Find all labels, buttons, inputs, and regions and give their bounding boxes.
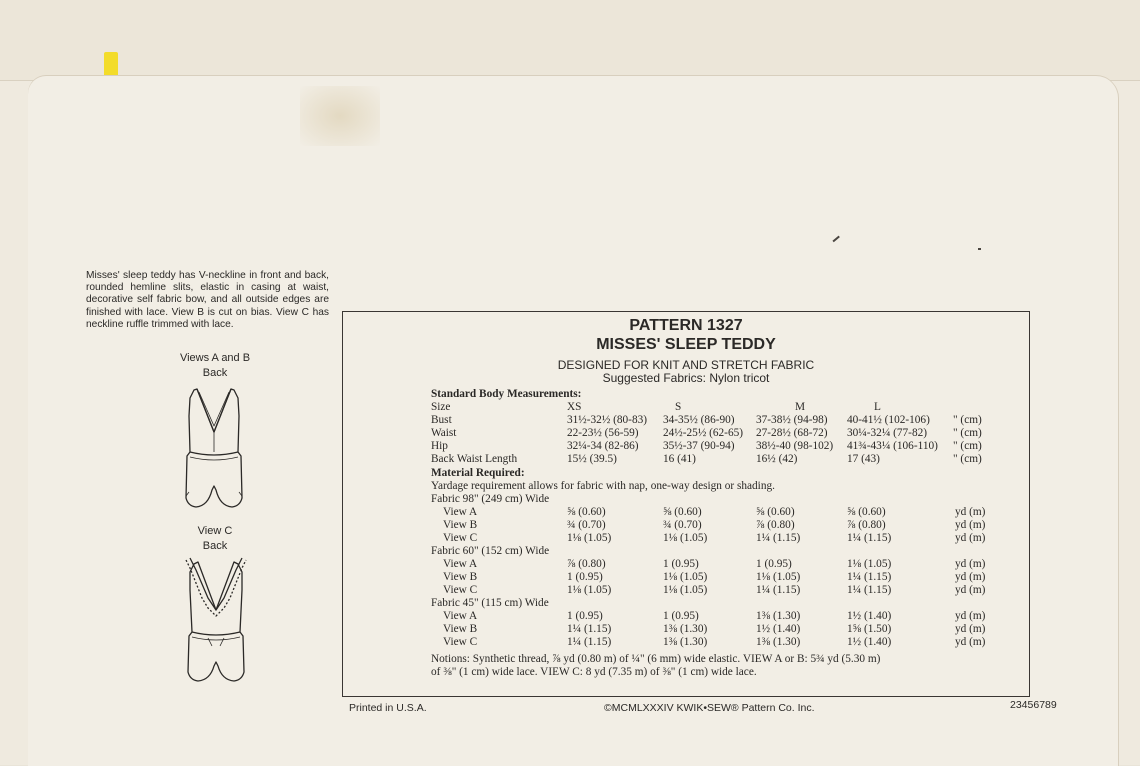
pattern-number: PATTERN 1327	[629, 317, 743, 334]
cell-s: 24½-25½ (62-65)	[663, 427, 744, 439]
designed-for: DESIGNED FOR KNIT AND STRETCH FABRIC	[557, 358, 815, 372]
view-label: View B	[443, 623, 478, 635]
cell-unit: yd (m)	[955, 571, 986, 583]
cell-unit: yd (m)	[955, 584, 986, 596]
view-label: View B	[443, 519, 478, 531]
suggested-fabrics: Suggested Fabrics: Nylon tricot	[602, 371, 770, 385]
teddy-sketch-ab	[170, 386, 260, 514]
cell-m: 27-28½ (68-72)	[756, 427, 828, 439]
printed-in: Printed in U.S.A.	[349, 702, 427, 714]
cell-xs: ¾ (0.70)	[567, 519, 606, 531]
view-label: View A	[443, 558, 478, 570]
cell-l: 30¼-32¼ (77-82)	[847, 427, 928, 439]
cell-unit: yd (m)	[955, 636, 986, 648]
cell-m: 1½ (1.40)	[756, 623, 801, 635]
view-label: View C	[443, 532, 478, 544]
pattern-name: MISSES' SLEEP TEDDY	[596, 336, 776, 353]
fabric-label: Fabric 98" (249 cm) Wide	[431, 493, 550, 505]
barcode-number: 23456789	[1010, 699, 1057, 711]
cell-unit: yd (m)	[955, 519, 986, 531]
cell-xs: ⅝ (0.60)	[567, 506, 606, 518]
material-note-text: Yardage requirement allows for fabric with nap, one-way design or shading.	[431, 480, 775, 492]
cell-l: 1½ (1.40)	[847, 610, 892, 622]
view-label: View C	[443, 636, 478, 648]
cell-m: 1⅛ (1.05)	[756, 571, 801, 583]
cell-xs: 1¼ (1.15)	[567, 636, 612, 648]
cell-xs: 1 (0.95)	[567, 610, 603, 622]
pattern-info-box	[342, 311, 1030, 697]
garment-description: Misses' sleep teddy has V-neckline in front and back, rounded hemline slits, elastic in casing at waist, decorative self fabric bow, and all outside edges are finished with lace. View B is cut on bias. View C has neckline ruffle trimmed with lace.	[86, 270, 329, 330]
cell-s: 16 (41)	[663, 453, 696, 465]
view-c-sub: Back	[202, 540, 228, 552]
cell-s: ¾ (0.70)	[663, 519, 702, 531]
cell-s: ⅝ (0.60)	[663, 506, 702, 518]
cell-xs: 1⅛ (1.05)	[567, 532, 612, 544]
cell-m: 1 (0.95)	[756, 558, 792, 570]
size-m: M	[795, 401, 806, 413]
cell-unit: yd (m)	[955, 532, 986, 544]
cell-l: 1½ (1.40)	[847, 636, 892, 648]
view-c-label: View C	[197, 525, 233, 537]
cell-l: 1⅝ (1.50)	[847, 623, 892, 635]
fabric-label: Fabric 45" (115 cm) Wide	[431, 597, 549, 609]
cell-m: 1¼ (1.15)	[756, 532, 801, 544]
row-label: Bust	[431, 414, 452, 426]
view-label: View C	[443, 584, 478, 596]
cell-xs: 1 (0.95)	[567, 571, 603, 583]
size-xs: XS	[567, 401, 582, 413]
cell-xs: 15½ (39.5)	[567, 453, 617, 465]
view-label: View B	[443, 571, 478, 583]
cell-unit: yd (m)	[955, 506, 986, 518]
cell-l: 1¼ (1.15)	[847, 532, 892, 544]
notions-text-2: of ⅜" (1 cm) wide lace. VIEW C: 8 yd (7.35 m) of ⅜" (1 cm) wide lace.	[431, 666, 757, 678]
view-c-label-group	[150, 524, 280, 554]
views-ab-label: Views A and B	[179, 352, 251, 364]
cell-xs: 1¼ (1.15)	[567, 623, 612, 635]
cell-s: 1 (0.95)	[663, 558, 699, 570]
cell-xs: 32¼-34 (82-86)	[567, 440, 639, 452]
cell-xs: 1⅛ (1.05)	[567, 584, 612, 596]
copyright: ©MCMLXXXIV KWIK•SEW® Pattern Co. Inc.	[604, 702, 815, 714]
cell-unit: yd (m)	[955, 610, 986, 622]
material-heading-text: Material Required:	[431, 467, 525, 479]
cell-l: 40-41½ (102-106)	[847, 414, 930, 426]
cell-l: 1⅛ (1.05)	[847, 558, 892, 570]
row-label: Waist	[431, 427, 457, 439]
cell-l: ⅞ (0.80)	[847, 519, 886, 531]
row-label: Back Waist Length	[431, 453, 518, 465]
size-s: S	[675, 401, 682, 413]
cell-unit: " (cm)	[953, 427, 982, 439]
cell-m: 1⅜ (1.30)	[756, 610, 801, 622]
cell-m: ⅞ (0.80)	[756, 519, 795, 531]
views-ab-label-group	[150, 351, 280, 381]
envelope-flap	[0, 0, 1140, 81]
cell-l: 17 (43)	[847, 453, 880, 465]
cell-s: 1⅜ (1.30)	[663, 623, 708, 635]
cell-unit: yd (m)	[955, 558, 986, 570]
cell-s: 1⅛ (1.05)	[663, 532, 708, 544]
cell-m: 1¼ (1.15)	[756, 584, 801, 596]
paper-stain	[300, 86, 380, 146]
teddy-sketch-c	[172, 554, 262, 688]
cell-m: 38½-40 (98-102)	[756, 440, 834, 452]
cell-l: 1¼ (1.15)	[847, 571, 892, 583]
cell-s: 1 (0.95)	[663, 610, 699, 622]
cell-m: ⅝ (0.60)	[756, 506, 795, 518]
cell-unit: " (cm)	[953, 414, 982, 426]
cell-unit: yd (m)	[955, 623, 986, 635]
view-label: View A	[443, 610, 478, 622]
views-ab-sub: Back	[202, 367, 228, 379]
ink-mark	[978, 248, 981, 250]
cell-xs: ⅞ (0.80)	[567, 558, 606, 570]
view-label: View A	[443, 506, 478, 518]
fabric-label: Fabric 60" (152 cm) Wide	[431, 545, 550, 557]
cell-s: 35½-37 (90-94)	[663, 440, 735, 452]
notions-text-1: Notions: Synthetic thread, ⅞ yd (0.80 m) of ¼" (6 mm) wide elastic. VIEW A or B: 5¾ yd (5.30 m)	[431, 653, 881, 665]
cell-l: 41¾-43¼ (106-110)	[847, 440, 938, 452]
cell-s: 1⅛ (1.05)	[663, 584, 708, 596]
cell-m: 37-38½ (94-98)	[756, 414, 828, 426]
cell-s: 1⅛ (1.05)	[663, 571, 708, 583]
cell-s: 34-35½ (86-90)	[663, 414, 735, 426]
cell-unit: " (cm)	[953, 453, 982, 465]
cell-unit: " (cm)	[953, 440, 982, 452]
cell-m: 1⅜ (1.30)	[756, 636, 801, 648]
row-label: Size	[431, 401, 451, 413]
cell-xs: 31½-32½ (80-83)	[567, 414, 648, 426]
cell-l: 1¼ (1.15)	[847, 584, 892, 596]
cell-s: 1⅜ (1.30)	[663, 636, 708, 648]
cell-m: 16½ (42)	[756, 453, 798, 465]
size-l: L	[874, 401, 881, 413]
measurements-heading-text: Standard Body Measurements:	[431, 388, 582, 400]
cell-xs: 22-23½ (56-59)	[567, 427, 639, 439]
cell-l: ⅝ (0.60)	[847, 506, 886, 518]
row-label: Hip	[431, 440, 448, 452]
